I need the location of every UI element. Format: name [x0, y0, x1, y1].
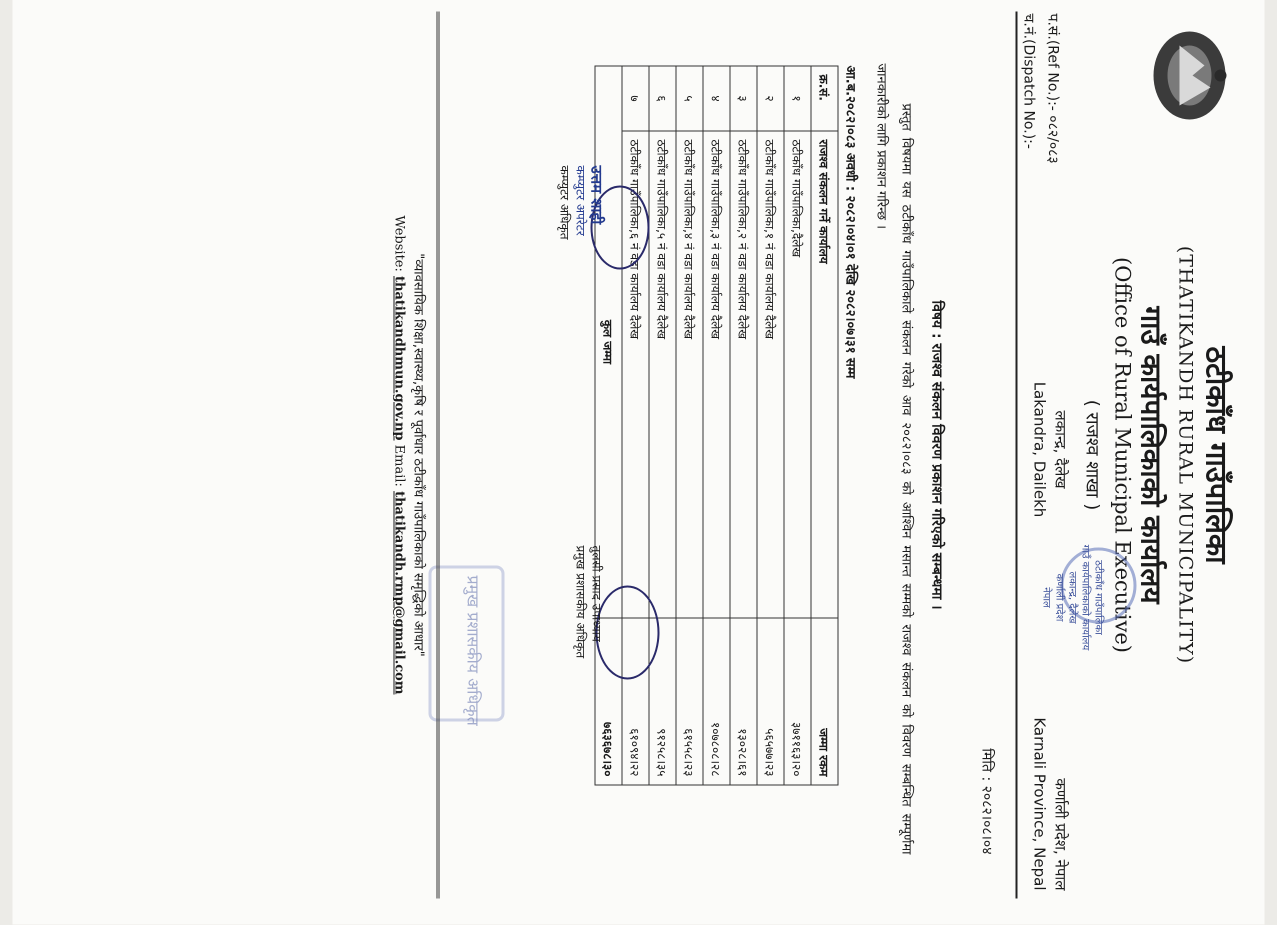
website-link[interactable]: thatikandhmun.gov.np	[391, 276, 407, 441]
ref-number: प.सं.(Ref No.):- ०८२/०८३	[1044, 13, 1061, 164]
left-signer-name: उत्तम शाही	[587, 165, 606, 225]
row-sn: ३	[730, 66, 757, 131]
website-label: Website:	[391, 215, 407, 272]
row-amount: १३०२८।६१	[730, 618, 757, 785]
left-signer-title: कम्प्युटर अधिकृत	[557, 165, 572, 240]
branch-name: ( राजश्व शाखा )	[1081, 399, 1103, 511]
row-office: ठटीकाँध गाउँपालिका,१ नं वडा कार्यालय दैलेख	[757, 131, 784, 618]
row-amount: ९१२५८।३५	[649, 618, 676, 785]
left-signature-block	[557, 166, 605, 240]
total-amount: ७६३६७८।३०	[595, 618, 622, 785]
table-row	[757, 66, 784, 785]
document-page	[13, 0, 1265, 925]
footer-contact	[392, 0, 407, 925]
row-sn: ७	[622, 66, 649, 131]
row-amount: ६१०९४।२२	[622, 618, 649, 785]
province-english: Karnali Province, Nepal	[1030, 717, 1049, 891]
row-office: ठटीकाँध गाउँपालिका,दैलेख	[784, 131, 811, 618]
seal-line: लकान्द्र, दैलेख	[1066, 571, 1078, 624]
seal-line: कर्णाली प्रदेश	[1053, 573, 1065, 622]
executive-name-english: (Office of Rural Municipal Executive)	[1110, 257, 1135, 653]
row-sn: १	[784, 66, 811, 131]
office-name-nepali: ठटीकाँध गाउँपालिका	[1199, 346, 1234, 564]
row-amount: ३७११६३।२०	[784, 618, 811, 785]
col-header-sn: क्र.सं.	[811, 66, 838, 131]
seal-line: नेपाल	[1040, 587, 1052, 608]
col-header-amount: जम्मा रकम	[811, 618, 838, 785]
province-nepali: कर्णाली प्रदेश, नेपाल	[1051, 778, 1070, 891]
right-signature-mark	[596, 586, 660, 680]
email-label: Email:	[391, 444, 407, 487]
office-name-english: (THATIKANDH RURAL MUNICIPALITY)	[1174, 245, 1197, 665]
row-amount: ५६५७७।२३	[757, 618, 784, 785]
row-sn: २	[757, 66, 784, 131]
col-header-office: राजश्व संकलन गर्ने कार्यालय	[811, 131, 838, 618]
row-office: ठटीकाँध गाउँपालिका,२ नं वडा कार्यालय दैलेख	[730, 131, 757, 618]
address-nepali: लकान्द्र, दैलेख	[1051, 410, 1070, 489]
table-row	[730, 66, 757, 785]
table-row	[676, 66, 703, 785]
row-office: ठटीकाँध गाउँपालिका,४ नं वडा कार्यालय दैलेख	[676, 131, 703, 618]
footer-divider	[437, 12, 440, 899]
row-sn: ६	[649, 66, 676, 131]
row-sn: ४	[703, 66, 730, 131]
right-signer-name: तुलसी प्रसाद उपाध्याय	[589, 545, 604, 642]
row-sn: ५	[676, 66, 703, 131]
document-date: मिति : २०८२।०८।०४	[978, 748, 995, 855]
email-link[interactable]: thatikandh.rmp@gmail.com	[391, 491, 407, 695]
subject-line: विषय : राजश्व संकलन विवरण प्रकाशन गरिएको सम्बन्धमा ।	[928, 300, 945, 610]
footer-slogan: "व्यावसायिक शिक्षा,स्वास्थ्य,कृषि र पूर्वाधार ठटीकाँध गाउँपालिकाको समृद्धिको आधार"	[410, 253, 426, 657]
dispatch-number: च.नं.(Dispatch No.):-	[1020, 13, 1037, 149]
header-divider	[1016, 12, 1018, 899]
row-amount: ६१५५८।२३	[676, 618, 703, 785]
table-header-row	[811, 66, 838, 785]
table-row	[703, 66, 730, 785]
right-signer-title: प्रमुख प्रशासकीय अधिकृत	[573, 545, 588, 659]
row-office: ठटीकाँध गाउँपालिका,६ नं वडा कार्यालय दैलेख	[622, 131, 649, 618]
officer-stamp-text: प्रमुख प्रशासकीय अधिकृत	[463, 575, 483, 726]
seal-line: ठटीकाँध गाउँपालिका	[1092, 560, 1104, 635]
row-office: ठटीकाँध गाउँपालिका,३ नं वडा कार्यालय दैलेख	[703, 131, 730, 618]
executive-name-nepali: गाउँ कार्यपालिकाको कार्यालय	[1134, 306, 1168, 604]
row-office: ठटीकाँध गाउँपालिका,५ नं वडा कार्यालय दैलेख	[649, 131, 676, 618]
table-row	[649, 66, 676, 785]
total-label: कुल जम्मा	[595, 66, 622, 618]
address-row	[1023, 20, 1071, 891]
right-signature-block	[573, 546, 605, 659]
seal-line: गाउँ कार्यपालिकाको कार्यालय	[1079, 544, 1091, 651]
row-amount: १०७८०८।२८	[703, 618, 730, 785]
body-paragraph: प्रस्तुत विषयमा यस ठटीकाँध गाउँपालिकाले संकलन गरेको आव २०८२।०८३ को आश्विन मसान्त सम्मको राजश्व संकलन को विवरण सम्बन्धित सम्पूर्णमा जानकारीको लागि प्रकाशन गरिन्छ ।	[873, 63, 914, 855]
address-english: Lakandra, Dailekh	[1030, 381, 1049, 518]
table-row	[784, 66, 811, 785]
fiscal-period: आ.ब.२०८२।०८३ अवधी : २०८२।०४।०१ देखि २०८२।०७।३१ सम्म	[842, 65, 858, 379]
left-signer-title-stamp: कम्प्युटर अपरेटर	[573, 165, 588, 236]
